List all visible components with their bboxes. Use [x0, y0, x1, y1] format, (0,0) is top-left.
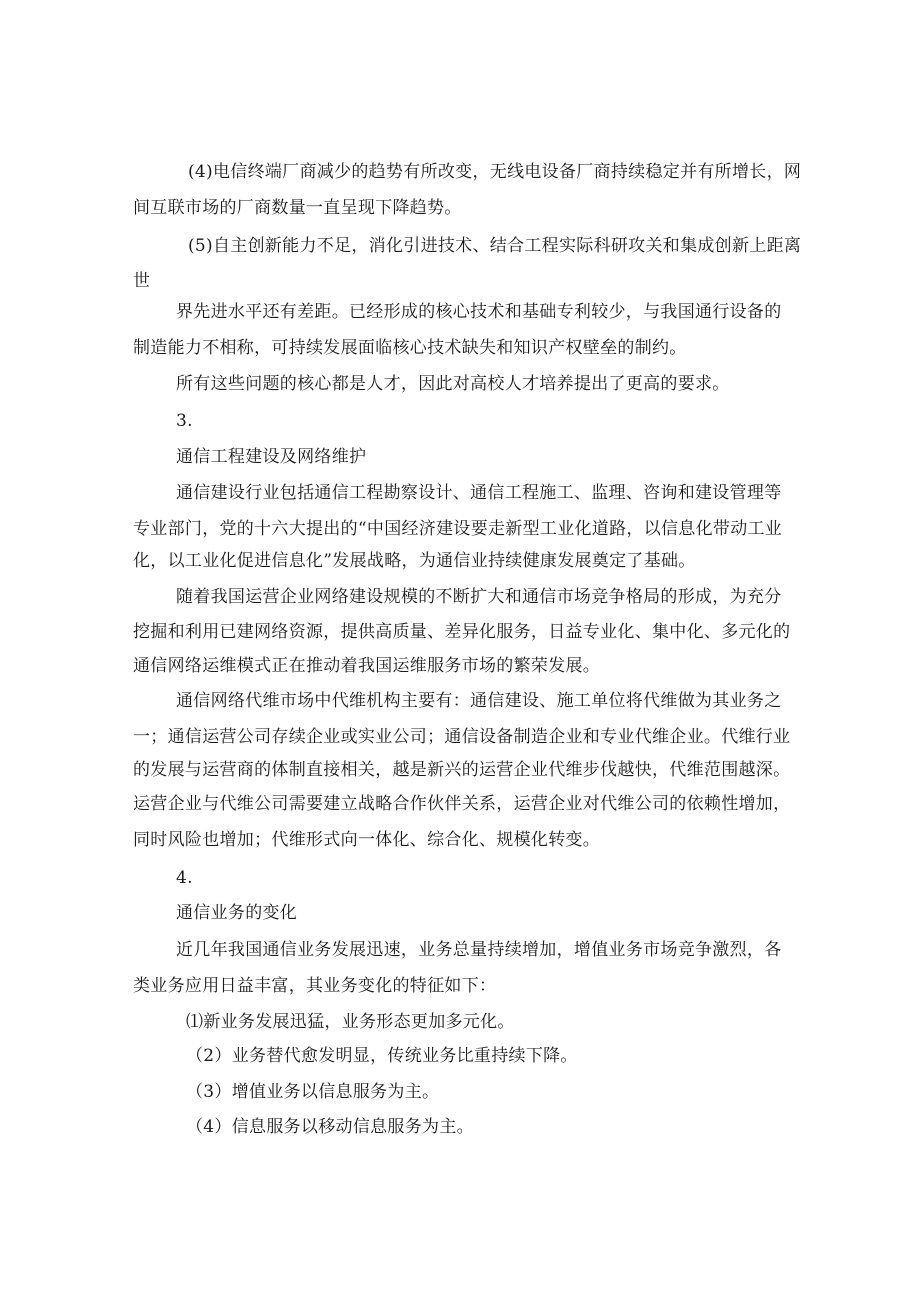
text-line: 制造能力不相称，可持续发展面临核心技术缺失和知识产权壁垒的制约。 [133, 338, 687, 358]
text-line: 类业务应用日益丰富，其业务变化的特征如下： [133, 976, 497, 996]
list-item: （2）业务替代愈发明显，传统业务比重持续下降。 [186, 1046, 578, 1066]
text-line: 近几年我国通信业务发展迅速，业务总量持续增加，增值业务市场竞争激烈，各 [176, 940, 782, 960]
text-line: 专业部门，党的十六大提出的“中国经济建设要走新型工业化道路，以信息化带动工业 [133, 519, 783, 539]
text-line: 运营企业与代维公司需要建立战略合作伙伴关系，运营企业对代维公司的依赖性增加， [133, 794, 791, 814]
section-heading: 通信工程建设及网络维护 [176, 447, 367, 467]
text-line: 通信网络代维市场中代维机构主要有：通信建设、施工单位将代维做为其业务之 [176, 691, 782, 711]
text-line: (5)自主创新能力不足，消化引进技术、结合工程实际科研攻关和集成创新上距离 [188, 236, 802, 256]
text-line: 化，以工业化促进信息化”发展战略，为通信业持续健康发展奠定了基础。 [133, 551, 696, 571]
list-item: ⑴新业务发展迅猛，业务形态更加多元化。 [186, 1012, 515, 1032]
text-line: 随着我国运营企业网络建设规模的不断扩大和通信市场竞争格局的形成，为充分 [176, 587, 782, 607]
text-line: 世 [133, 271, 151, 291]
text-line: 界先进水平还有差距。已经形成的核心技术和基础专利较少，与我国通行设备的 [176, 302, 782, 322]
list-item: （3）增值业务以信息服务为主。 [186, 1082, 440, 1102]
text-line: 通信建设行业包括通信工程勘察设计、通信工程施工、监理、咨询和建设管理等 [176, 483, 782, 503]
text-line: 的发展与运营商的体制直接相关，越是新兴的运营企业代维步伐越快，代维范围越深。 [133, 760, 791, 780]
text-line: 同时风险也增加；代维形式向一体化、综合化、规模化转变。 [133, 830, 601, 850]
list-item: （4）信息服务以移动信息服务为主。 [186, 1117, 474, 1137]
section-number: 4. [176, 868, 193, 888]
text-line: 间互联市场的厂商数量一直呈现下降趋势。 [133, 198, 462, 218]
text-line: 一；通信运营公司存续企业或实业公司；通信设备制造企业和专业代维企业。代维行业 [133, 727, 791, 747]
text-line: 所有这些问题的核心都是人才，因此对高校人才培养提出了更高的要求。 [176, 374, 730, 394]
text-line: 通信网络运维模式正在推动着我国运维服务市场的繁荣发展。 [133, 656, 601, 676]
section-heading: 通信业务的变化 [176, 903, 298, 923]
text-line: 挖掘和利用已建网络资源，提供高质量、差异化服务，日益专业化、集中化、多元化的 [133, 622, 791, 642]
text-line: (4)电信终端厂商减少的趋势有所改变，无线电设备厂商持续稳定并有所增长，网 [188, 162, 802, 182]
section-number: 3. [176, 411, 193, 431]
